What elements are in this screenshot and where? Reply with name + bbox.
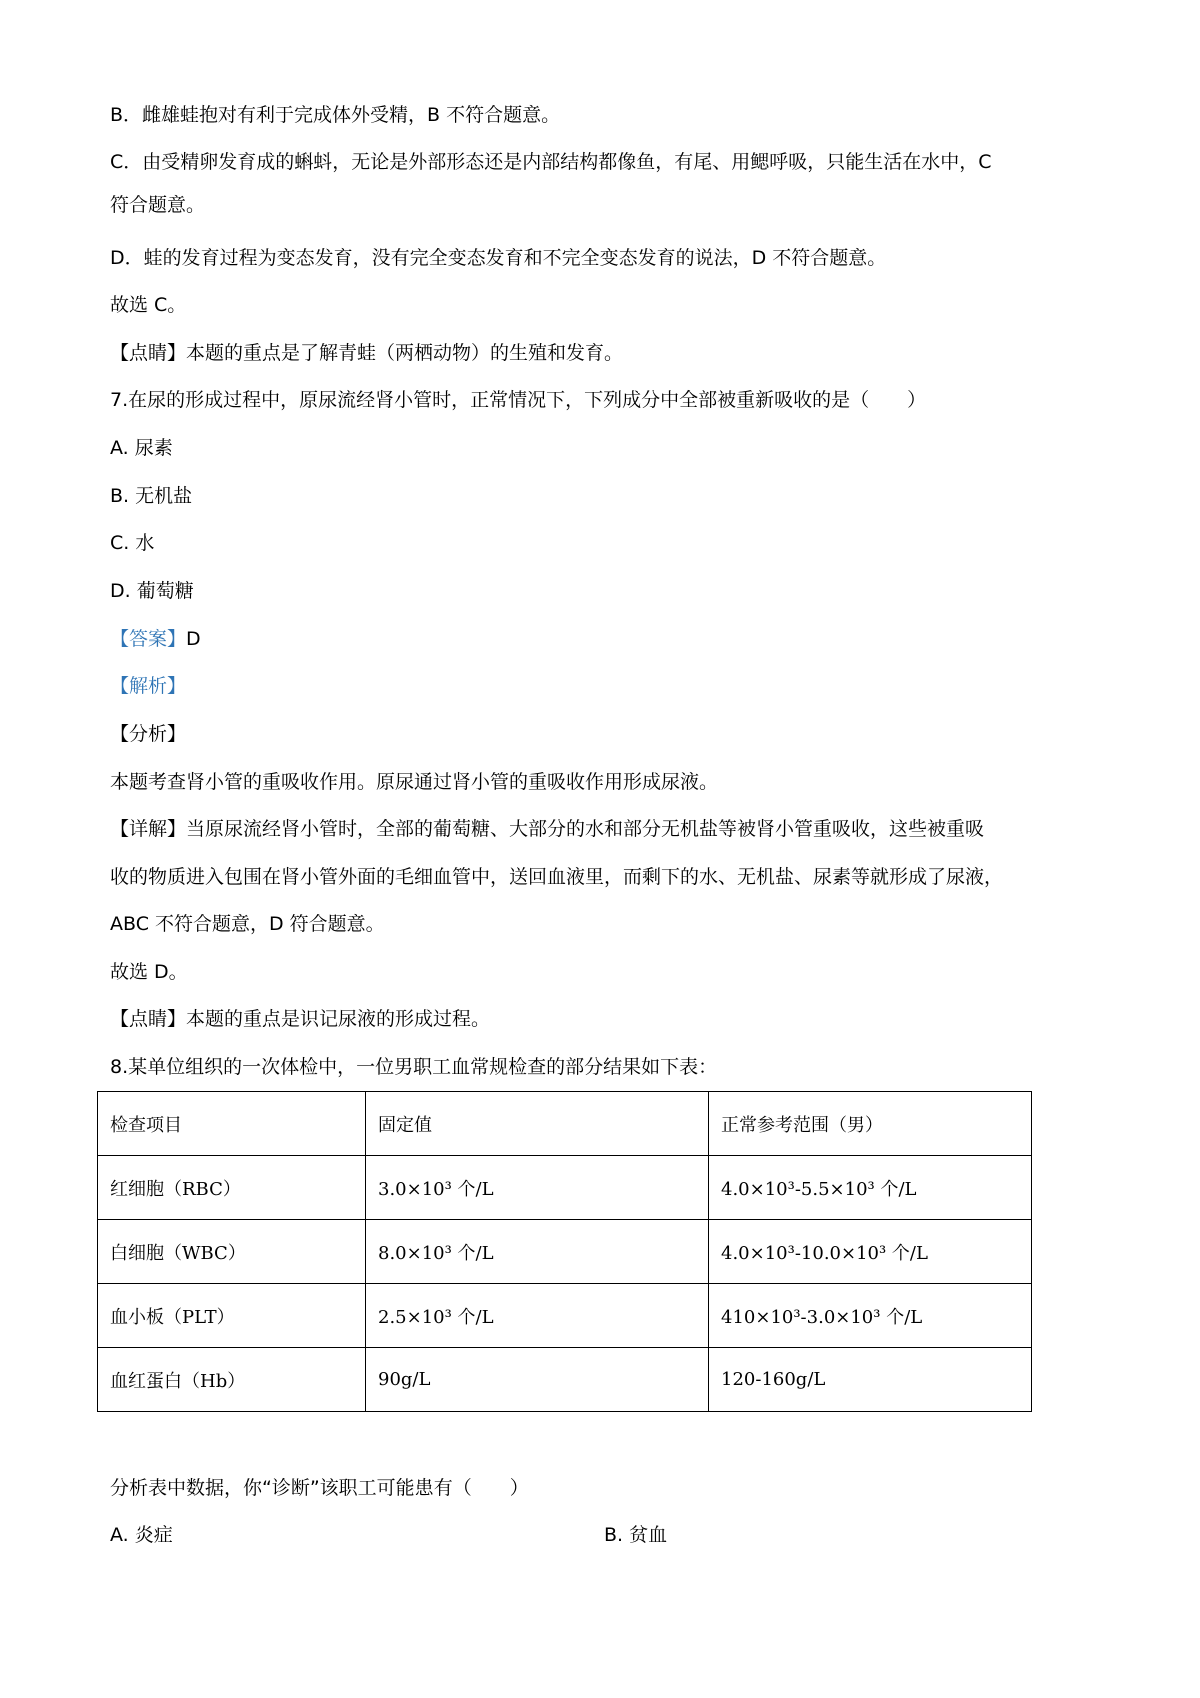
q7-answer bbox=[110, 624, 201, 654]
table-cell: 血小板（PLT） bbox=[98, 1284, 366, 1348]
q8-option-a: A. 炎症 bbox=[110, 1524, 173, 1546]
table-header-row bbox=[98, 1092, 1032, 1156]
table-cell: 2.5×10³ 个/L bbox=[366, 1284, 709, 1348]
detail-line1: 【详解】当原尿流经肾小管时，全部的葡萄糖、大部分的水和部分无机盐等被肾小管重吸收，这些被重吸 bbox=[110, 818, 985, 840]
table-cell: 4.0×10³-5.5×10³ 个/L bbox=[709, 1156, 1032, 1220]
table-header-cell: 固定值 bbox=[366, 1092, 709, 1156]
table-cell: 白细胞（WBC） bbox=[98, 1220, 366, 1284]
prev-option-b: B．雌雄蛙抱对有利于完成体外受精，B 不符合题意。 bbox=[110, 104, 561, 126]
analysis-tag: 【解析】 bbox=[110, 675, 187, 697]
table-cell: 120-160g/L bbox=[709, 1348, 1032, 1412]
table-row bbox=[98, 1284, 1032, 1348]
table-row bbox=[98, 1220, 1032, 1284]
detail-line3: ABC 不符合题意，D 符合题意。 bbox=[110, 913, 385, 935]
q7-stem: 7.在尿的形成过程中，原尿流经肾小管时，正常情况下，下列成分中全部被重新吸收的是（ ） bbox=[110, 389, 927, 411]
table-cell: 血红蛋白（Hb） bbox=[98, 1348, 366, 1412]
table-row bbox=[98, 1156, 1032, 1220]
q7-point: 【点睛】本题的重点是识记尿液的形成过程。 bbox=[110, 1008, 491, 1030]
prev-option-d: D．蛙的发育过程为变态发育，没有完全变态发育和不完全变态发育的说法，D 不符合题意。 bbox=[110, 247, 887, 269]
table-cell: 90g/L bbox=[366, 1348, 709, 1412]
blood-test-table bbox=[97, 1091, 1032, 1412]
detail-line2: 收的物质进入包围在肾小管外面的毛细血管中，送回血液里，而剩下的水、无机盐、尿素等就形成了尿液， bbox=[110, 866, 1004, 888]
q7-option-c: C. 水 bbox=[110, 532, 155, 554]
q7-option-a: A. 尿素 bbox=[110, 437, 173, 459]
prev-choice: 故选 C。 bbox=[110, 294, 187, 316]
table-header-cell: 正常参考范围（男） bbox=[709, 1092, 1032, 1156]
prev-option-c-line1: C．由受精卵发育成的蝌蚪，无论是外部形态还是内部结构都像鱼，有尾、用鳃呼吸，只能生活在水中，C bbox=[110, 151, 992, 173]
q7-choice: 故选 D。 bbox=[110, 961, 188, 983]
table-cell: 4.0×10³-10.0×10³ 个/L bbox=[709, 1220, 1032, 1284]
fenxi-tag: 【分析】 bbox=[110, 723, 187, 745]
q7-option-d: D. 葡萄糖 bbox=[110, 580, 194, 602]
q7-option-b: B. 无机盐 bbox=[110, 485, 193, 507]
prev-point: 【点睛】本题的重点是了解青蛙（两栖动物）的生殖和发育。 bbox=[110, 342, 624, 364]
table-header-cell: 检查项目 bbox=[98, 1092, 366, 1156]
q8-option-b: B. 贫血 bbox=[604, 1524, 668, 1546]
q8-stem: 8.某单位组织的一次体检中，一位男职工血常规检查的部分结果如下表： bbox=[110, 1056, 718, 1078]
q8-question: 分析表中数据，你“诊断”该职工可能患有（ ） bbox=[110, 1477, 529, 1499]
table-row bbox=[98, 1348, 1032, 1412]
fenxi-text: 本题考查肾小管的重吸收作用。原尿通过肾小管的重吸收作用形成尿液。 bbox=[110, 771, 719, 793]
answer-value: D bbox=[186, 628, 201, 650]
table-cell: 8.0×10³ 个/L bbox=[366, 1220, 709, 1284]
answer-tag: 【答案】 bbox=[110, 628, 187, 650]
table-cell: 3.0×10³ 个/L bbox=[366, 1156, 709, 1220]
prev-option-c-line2: 符合题意。 bbox=[110, 194, 206, 216]
table-cell: 410×10³-3.0×10³ 个/L bbox=[709, 1284, 1032, 1348]
table-cell: 红细胞（RBC） bbox=[98, 1156, 366, 1220]
